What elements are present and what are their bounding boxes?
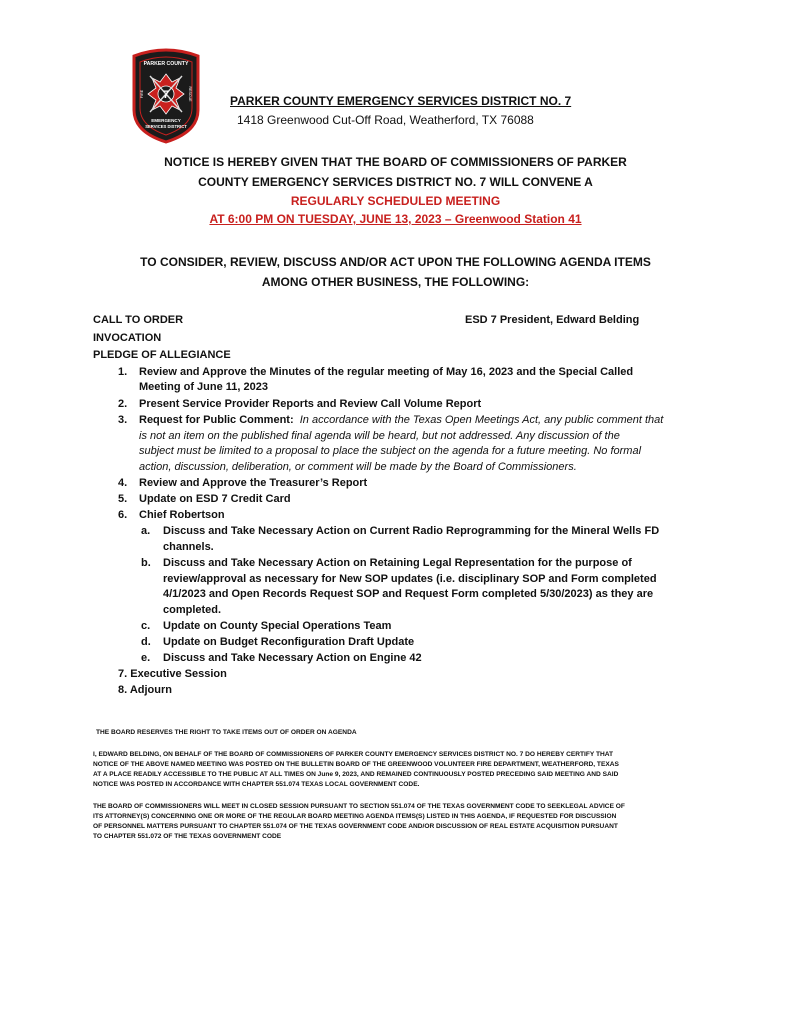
district-logo	[128, 48, 204, 144]
subitem-d: Update on Budget Reconfiguration Draft Update	[163, 636, 415, 648]
agenda-item-number: 6.	[118, 509, 128, 521]
agenda-item-number: 4.	[118, 477, 128, 489]
agenda-item-7: 7. Executive Session	[118, 668, 227, 680]
public-comment-text: is not an item on the published final agenda will be heard, but not addressed. Any discussion of the	[139, 430, 620, 442]
agenda-item-number: 2.	[118, 398, 128, 410]
certification-line: AT A PLACE READILY ACCESSIBLE TO THE PUBLIC AT ALL TIMES ON June 9, 2023, AND REMAINED CONTINUOUSLY POSTED PRECEDING SAID MEETING AND SAID	[93, 771, 619, 778]
agenda-item-5: Update on ESD 7 Credit Card	[139, 493, 291, 505]
closed-session-line: THE BOARD OF COMMISSIONERS WILL MEET IN CLOSED SESSION PURSUANT TO SECTION 551.074 OF THE TEXAS GOVERNMENT CODE TO SEEKLEGAL ADVICE OF	[93, 803, 625, 810]
consider-line-1: TO CONSIDER, REVIEW, DISCUSS AND/OR ACT UPON THE FOLLOWING AGENDA ITEMS	[140, 255, 651, 269]
subitem-a: Discuss and Take Necessary Action on Current Radio Reprogramming for the Mineral Wells FD	[163, 525, 660, 537]
public-comment-label: Request for Public Comment:	[139, 414, 294, 426]
public-comment-text: action, discussion, deliberation, or comment will be made by the Board of Commissioners.	[139, 461, 577, 473]
subitem-letter: e.	[141, 652, 151, 664]
public-comment-text: subject must be limited to a proposal to place the subject on the agenda for a future meeting. No formal	[139, 445, 642, 457]
logo-number: 7	[162, 89, 170, 101]
logo-bottom-text-2: SERVICES DISTRICT	[145, 124, 187, 129]
agenda-item-8: 8. Adjourn	[118, 684, 172, 696]
call-to-order: CALL TO ORDER	[93, 314, 184, 326]
agenda-item-1-cont: Meeting of June 11, 2023	[139, 381, 268, 393]
agenda-item-number: 3.	[118, 414, 128, 426]
notice-line-1: NOTICE IS HEREBY GIVEN THAT THE BOARD OF COMMISSIONERS OF PARKER	[164, 155, 627, 169]
public-comment-text: In accordance with the Texas Open Meetings Act, any public comment that	[299, 414, 664, 426]
closed-session-line: OF PERSONNEL MATTERS PURSUANT TO CHAPTER 551.074 OF THE TEXAS GOVERNMENT CODE AND/OR DISCUSSION OF REAL ESTATE ACQUISITION PURSUANT	[93, 823, 618, 830]
certification-line: I, EDWARD BELDING, ON BEHALF OF THE BOARD OF COMMISSIONERS OF PARKER COUNTY EMERGENCY SERVICES DISTRICT NO. 7 DO HEREBY CERTIFY THAT	[93, 751, 614, 758]
subitem-c: Update on County Special Operations Team	[163, 620, 392, 632]
subitem-b-cont: completed.	[163, 604, 222, 616]
agenda-item-3-label	[139, 414, 663, 426]
agenda-item-number: 1.	[118, 366, 128, 378]
logo-left-text: FIRE	[140, 89, 144, 99]
closed-session-line: TO CHAPTER 551.072 OF THE TEXAS GOVERNMENT CODE	[93, 833, 282, 840]
notice-line-2: COUNTY EMERGENCY SERVICES DISTRICT NO. 7 WILL CONVENE A	[198, 175, 593, 189]
subitem-letter: c.	[141, 620, 151, 632]
subitem-letter: a.	[141, 525, 151, 537]
closed-session-line: ITS ATTORNEY(S) CONCERNING ONE OR MORE OF THE REGULAR BOARD MEETING AGENDA ITEMS(S) LISTED IN THIS AGENDA, IF REQUESTED FOR DISCUSSION	[93, 813, 617, 820]
agenda-item-2: Present Service Provider Reports and Review Call Volume Report	[139, 398, 482, 410]
meeting-type: REGULARLY SCHEDULED MEETING	[290, 194, 501, 208]
subitem-letter: b.	[141, 557, 151, 569]
certification-line: NOTICE OF THE ABOVE NAMED MEETING WAS POSTED ON THE BULLETIN BOARD OF THE GREENWOOD VOLUNTEER FIRE DEPARTMENT, WEATHERFORD, TEXAS	[93, 761, 619, 768]
presiding-officer: ESD 7 President, Edward Belding	[465, 314, 640, 326]
consider-line-2: AMONG OTHER BUSINESS, THE FOLLOWING:	[261, 275, 530, 289]
agenda-item-number: 5.	[118, 493, 128, 505]
subitem-b-cont: 4/1/2023 and Open Records Request SOP and Request Form completed 5/30/2023) as they are	[163, 588, 654, 600]
organization-address: 1418 Greenwood Cut-Off Road, Weatherford, TX 76088	[237, 113, 534, 127]
meeting-datetime: AT 6:00 PM ON TUESDAY, JUNE 13, 2023 – Greenwood Station 41	[209, 212, 582, 226]
logo-top-text: PARKER COUNTY	[143, 61, 189, 67]
organization-name: PARKER COUNTY EMERGENCY SERVICES DISTRICT NO. 7	[230, 94, 572, 108]
subitem-b-cont: review/approval as necessary for New SOP updates (i.e. disciplinary SOP and Form completed	[163, 573, 657, 585]
invocation: INVOCATION	[93, 332, 162, 344]
logo-right-text: RESCUE	[188, 86, 192, 102]
subitem-b: Discuss and Take Necessary Action on Retaining Legal Representation for the purpose of	[163, 557, 632, 569]
certification-line: NOTICE WAS POSTED IN ACCORDANCE WITH CHAPTER 551.074 TEXAS LOCAL GOVERNMENT CODE.	[93, 781, 420, 788]
subitem-letter: d.	[141, 636, 151, 648]
pledge-of-allegiance: PLEDGE OF ALLEGIANCE	[93, 349, 231, 361]
agenda-item-6: Chief Robertson	[139, 509, 225, 521]
subitem-e: Discuss and Take Necessary Action on Engine 42	[163, 652, 422, 664]
agenda-item-1: Review and Approve the Minutes of the regular meeting of May 16, 2023 and the Special Called	[139, 366, 634, 378]
subitem-a-cont: channels.	[163, 541, 214, 553]
agenda-item-4: Review and Approve the Treasurer’s Report	[139, 477, 368, 489]
logo-bottom-text-1: EMERGENCY	[151, 118, 181, 123]
reserve-rights-note: THE BOARD RESERVES THE RIGHT TO TAKE ITEMS OUT OF ORDER ON AGENDA	[96, 729, 357, 736]
